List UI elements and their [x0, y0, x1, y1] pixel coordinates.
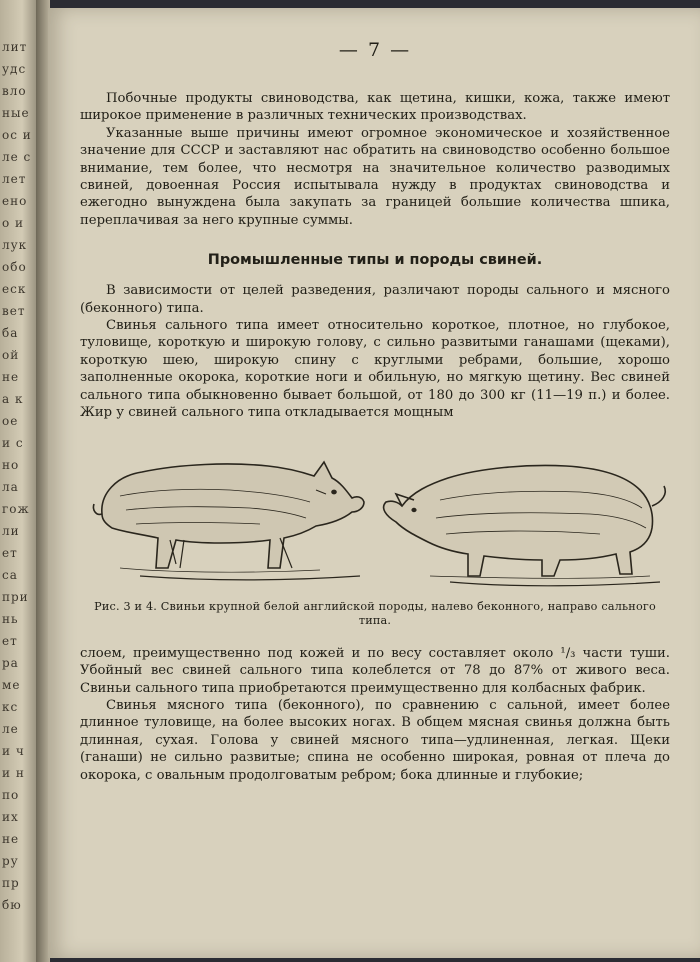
- previous-page-text-fragment: еск: [2, 282, 27, 296]
- section-heading: Промышленные типы и породы свиней.: [207, 252, 543, 269]
- previous-page-text-fragment: вло: [2, 84, 27, 98]
- previous-page-text-fragment: лук: [2, 238, 28, 252]
- paragraph-breed-types: В зависимости от целей разведения, различают породы сального и мясного (беконного) типа.: [80, 283, 670, 316]
- previous-page-text-fragment: о и: [2, 216, 25, 230]
- paragraph-meat-type: Свинья мясного типа (беконного), по сравнению с сальной, имеет более длинное туловище, на более высоких ногах. В общем мясная свинья должна быть длинная, сухая. Голова у свиней мясного типа—удлиненная, легкая. Щеки (ганаши) не сильно развитые; спина не особенно широкая, ровная от плеча до окорока, с овальным продолговатым ребром; бока длинные и глубокие;: [80, 697, 670, 783]
- previous-page-text-fragment: не: [2, 832, 20, 846]
- previous-page-text-fragment: ет: [2, 546, 18, 560]
- previous-page-text-fragment: ле с: [2, 150, 32, 164]
- lard-pig-illustration: [384, 465, 666, 585]
- previous-page-text-fragment: ные: [2, 106, 30, 120]
- page-content: [80, 38, 670, 784]
- paragraph-economic-importance: Указанные выше причины имеют огромное экономическое и хозяйственное значение для СССР и заставляют нас обратить на свиноводство особенно большое внимание, тем более, что несмотря на значительное количество разводимых свиней, довоенная Россия испытывала нужду в продуктах свиноводства и ежегодно вынуждена была закупать за границей большие количества шпика, переплачивая за него крупные суммы.: [80, 125, 670, 228]
- previous-page-text-fragment: обо: [2, 260, 27, 274]
- previous-page-text-fragment: ба: [2, 326, 19, 340]
- previous-page-text-fragment: ра: [2, 656, 19, 670]
- paragraph-lard-type: Свинья сального типа имеет относительно короткое, плотное, но глубокое, туловище, короткую и широкую голову, с сильно развитыми ганашами (щеками), короткую шею, широкую спину с круглыми ребрами, большие, хорошо заполненные окорока, короткие ноги и обильную, но мягкую щетину. Вес свиней сального типа обыкновенно бывает большой, от 180 до 300 кг (11—19 п.) и более. Жир у свиней сального типа откладывается мощным: [80, 318, 670, 421]
- previous-page-edge: [0, 0, 40, 962]
- previous-page-text-fragment: ла: [2, 480, 19, 494]
- previous-page-text-fragment: пр: [2, 876, 20, 890]
- previous-page-text-fragment: и ч: [2, 744, 25, 758]
- previous-page-text-fragment: не: [2, 370, 20, 384]
- previous-page-text-fragment: вет: [2, 304, 26, 318]
- previous-page-text-fragment: по: [2, 788, 20, 802]
- previous-page-text-fragment: ет: [2, 634, 18, 648]
- previous-page-text-fragment: нь: [2, 612, 19, 626]
- previous-page-text-fragment: са: [2, 568, 18, 582]
- pig-illustrations-svg: [80, 436, 670, 596]
- previous-page-text-fragment: ос и: [2, 128, 32, 142]
- figure-caption: Рис. 3 и 4. Свиньи крупной белой английской породы, налево беконного, направо сального типа.: [94, 599, 656, 628]
- previous-page-text-fragment: и н: [2, 766, 25, 780]
- previous-page-text-fragment: а к: [2, 392, 24, 406]
- previous-page-text-fragment: ое: [2, 414, 19, 428]
- book-page: [48, 8, 700, 958]
- previous-page-text-fragment: ли: [2, 524, 20, 538]
- page-number: — 7 —: [338, 39, 412, 61]
- previous-page-text-fragment: гож: [2, 502, 30, 516]
- previous-page-text-fragment: их: [2, 810, 19, 824]
- figure-pig-illustrations: [80, 436, 670, 596]
- previous-page-text-fragment: ме: [2, 678, 21, 692]
- previous-page-text-fragment: ле: [2, 722, 19, 736]
- previous-page-text-fragment: ой: [2, 348, 20, 362]
- previous-page-text-fragment: лит: [2, 40, 28, 54]
- bacon-pig-illustration: [93, 462, 364, 580]
- paragraph-byproducts: Побочные продукты свиноводства, как щетина, кишки, кожа, также имеют широкое применение в различных технических производствах.: [80, 91, 670, 124]
- previous-page-text-fragment: удс: [2, 62, 27, 76]
- previous-page-text-fragment: лет: [2, 172, 27, 186]
- previous-page-text-fragment: и с: [2, 436, 24, 450]
- previous-page-text-fragment: но: [2, 458, 20, 472]
- paragraph-fat-layer: слоем, преимущественно под кожей и по весу составляет около ¹/₃ части туши. Убойный вес свиней сального типа колеблется от 78 до 87% от живого веса. Свиньи сального типа приобретаются преимущественно для колбасных фабрик.: [80, 645, 670, 696]
- previous-page-text-fragment: при: [2, 590, 29, 604]
- previous-page-text-fragment: бю: [2, 898, 22, 912]
- previous-page-text-fragment: кс: [2, 700, 19, 714]
- previous-page-text-fragment: ено: [2, 194, 28, 208]
- previous-page-text-fragment: ру: [2, 854, 19, 868]
